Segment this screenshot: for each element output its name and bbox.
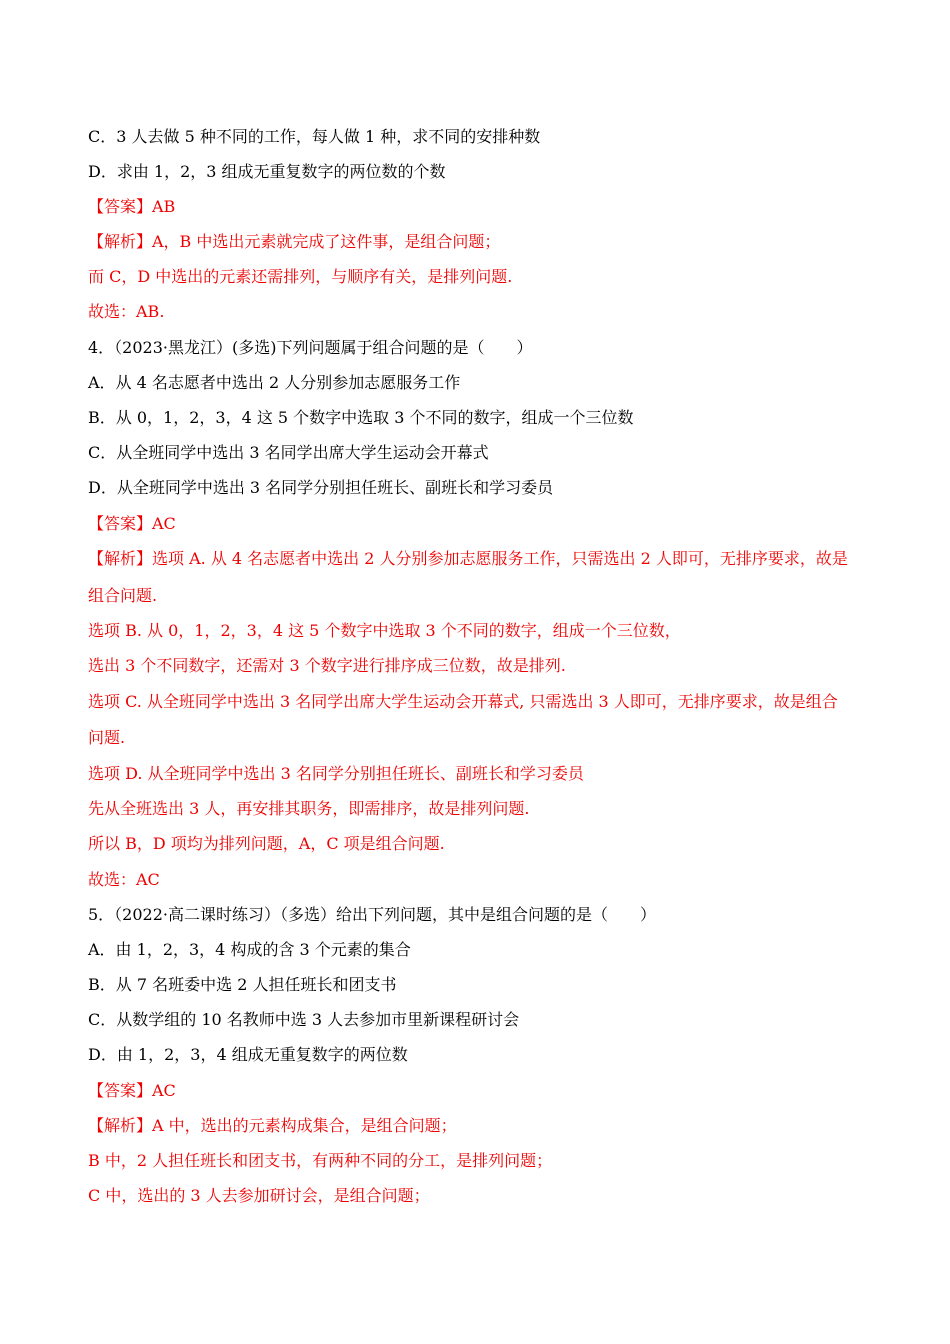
option-b-q5: B．从 7 名班委中选 2 人担任班长和团支书 [88,975,397,994]
analysis-q4-line7: 选项 D. 从全班同学中选出 3 名同学分别担任班长、副班长和学习委员 [88,764,584,783]
answer-q4: 【答案】AC [88,514,176,533]
answer-q5: 【答案】AC [88,1081,176,1100]
option-b-q4: B．从 0，1，2，3，4 这 5 个数字中选取 3 个不同的数字，组成一个三位数 [88,408,634,427]
option-d-q4: D．从全班同学中选出 3 名同学分别担任班长、副班长和学习委员 [88,478,554,497]
option-c-q3: C．3 人去做 5 种不同的工作，每人做 1 种，求不同的安排种数 [88,127,541,146]
option-c-q5: C．从数学组的 10 名教师中选 3 人去参加市里新课程研讨会 [88,1010,520,1029]
analysis-q3-line1: 【解析】A，B 中选出元素就完成了这件事，是组合问题； [88,232,501,251]
question-5-stem: 5．（2022·高二课时练习）（多选）给出下列问题，其中是组合问题的是（ ） [88,905,656,924]
analysis-q4-line4: 选出 3 个不同数字，还需对 3 个数字进行排序成三位数，故是排列. [88,656,566,675]
option-d-q5: D．由 1，2，3，4 组成无重复数字的两位数 [88,1045,408,1064]
option-d-q3: D．求由 1，2，3 组成无重复数字的两位数的个数 [88,162,446,181]
analysis-q4-line8: 先从全班选出 3 人，再安排其职务，即需排序，故是排列问题. [88,799,530,818]
answer-q3: 【答案】AB [88,197,176,216]
analysis-q4-line5: 选项 C. 从全班同学中选出 3 名同学出席大学生运动会开幕式, 只需选出 3 人即可，无排序要求，故是组合 [88,692,838,711]
analysis-q4-line2: 组合问题. [88,586,158,605]
analysis-q5-line3: C 中，选出的 3 人去参加研讨会，是组合问题； [88,1186,430,1205]
option-c-q4: C．从全班同学中选出 3 名同学出席大学生运动会开幕式 [88,443,489,462]
analysis-q4-line1: 【解析】选项 A. 从 4 名志愿者中选出 2 人分别参加志愿服务工作，只需选出 2 人即可，无排序要求，故是 [88,549,848,568]
conclusion-q4: 故选：AC [88,870,160,889]
question-4-stem: 4．（2023·黑龙江）(多选)下列问题属于组合问题的是（ ） [88,338,533,357]
option-a-q4: A．从 4 名志愿者中选出 2 人分别参加志愿服务工作 [88,373,461,392]
conclusion-q3: 故选：AB. [88,302,165,321]
analysis-q3-line2: 而 C，D 中选出的元素还需排列，与顺序有关，是排列问题. [88,267,513,286]
analysis-q4-line9: 所以 B，D 项均为排列问题，A，C 项是组合问题. [88,834,445,853]
analysis-q4-line6: 问题. [88,728,126,747]
analysis-q4-line3: 选项 B. 从 0，1，2，3，4 这 5 个数字中选取 3 个不同的数字，组成一个三位数， [88,621,681,640]
analysis-q5-line2: B 中，2 人担任班长和团支书，有两种不同的分工，是排列问题； [88,1151,553,1170]
option-a-q5: A．由 1，2，3，4 构成的含 3 个元素的集合 [88,940,411,959]
analysis-q5-line1: 【解析】A 中，选出的元素构成集合，是组合问题； [88,1116,457,1135]
